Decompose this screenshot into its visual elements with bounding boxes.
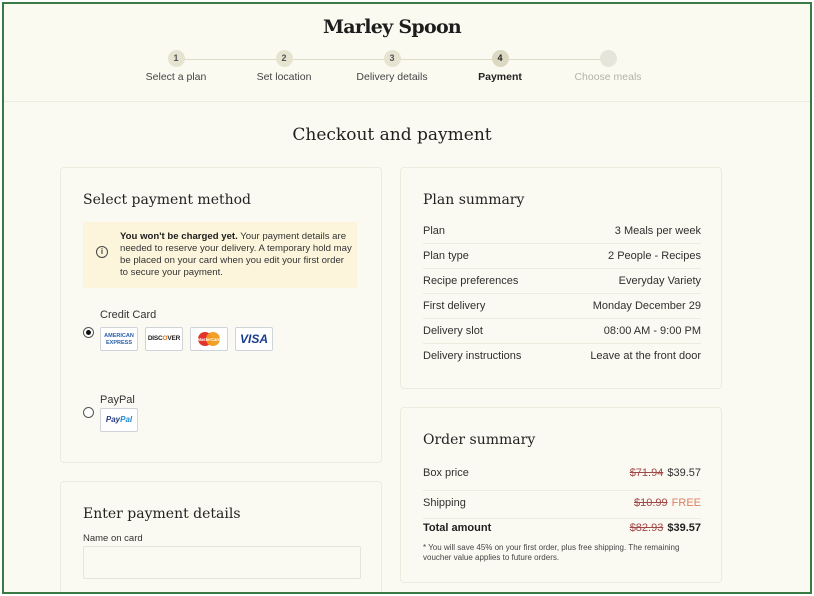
step-label: Set location bbox=[256, 71, 312, 83]
step-number: 3 bbox=[384, 50, 401, 67]
payment-details-card bbox=[60, 481, 382, 594]
total-original: $82.93 bbox=[629, 522, 664, 534]
plan-type-row: Plan type 2 People - Recipes bbox=[423, 244, 701, 269]
step-number: 4 bbox=[492, 50, 509, 67]
name-on-card-label: Name on card bbox=[83, 533, 143, 544]
step-number: 2 bbox=[276, 50, 293, 67]
order-summary-card bbox=[400, 407, 722, 583]
info-icon: i bbox=[96, 246, 108, 258]
brand-logo[interactable]: Marley Spoon bbox=[322, 16, 462, 38]
shipping-free: FREE bbox=[671, 497, 701, 509]
payment-details-title: Enter payment details bbox=[83, 506, 241, 522]
step-set-location[interactable] bbox=[229, 50, 339, 83]
payment-method-card bbox=[60, 167, 382, 463]
credit-card-radio[interactable] bbox=[83, 327, 94, 338]
savings-footnote: * You will save 45% on your first order, plus free shipping. The remaining voucher value applies to future orders. bbox=[423, 543, 680, 562]
visa-logo-icon: VISA bbox=[235, 327, 273, 351]
amex-logo-icon: AMERICAN EXPRESS bbox=[100, 327, 138, 351]
first-delivery-row: First delivery Monday December 29 bbox=[423, 294, 701, 319]
mastercard-logo-icon bbox=[190, 327, 228, 351]
credit-card-label[interactable]: Credit Card bbox=[100, 309, 157, 321]
svg-text:MasterCard: MasterCard bbox=[197, 337, 221, 342]
order-summary-title: Order summary bbox=[423, 432, 536, 448]
step-delivery-details[interactable] bbox=[337, 50, 447, 83]
step-label: Select a plan bbox=[145, 71, 207, 83]
discover-logo-icon: DISCOVER bbox=[145, 327, 183, 351]
step-label: Payment bbox=[478, 71, 522, 83]
delivery-slot-row: Delivery slot 08:00 AM - 9:00 PM bbox=[423, 319, 701, 344]
total-amount-row: Total amount $82.93 $39.57 bbox=[423, 522, 701, 534]
step-choose-meals bbox=[553, 50, 663, 83]
shipping-original: $10.99 bbox=[634, 497, 668, 509]
plan-row: Plan 3 Meals per week bbox=[423, 219, 701, 244]
checkout-header bbox=[4, 4, 810, 102]
paypal-label[interactable]: PayPal bbox=[100, 394, 135, 406]
delivery-instructions-row: Delivery instructions Leave at the front door bbox=[423, 350, 701, 362]
shipping-row: Shipping $10.99 FREE bbox=[423, 491, 701, 519]
plan-summary-card bbox=[400, 167, 722, 389]
step-label: Choose meals bbox=[574, 71, 642, 83]
notice-text: You won't be charged yet. Your payment details are needed to reserve your delivery. A temporary hold may be placed on your card when you edit your first order to secure your payment. bbox=[120, 231, 352, 278]
name-on-card-input[interactable] bbox=[83, 546, 361, 579]
paypal-logo-icon: PayPal bbox=[100, 408, 138, 432]
box-price-original: $71.94 bbox=[629, 467, 664, 479]
step-payment bbox=[445, 50, 555, 83]
step-label: Delivery details bbox=[356, 71, 428, 83]
plan-summary-title: Plan summary bbox=[423, 192, 525, 208]
payment-method-title: Select payment method bbox=[83, 192, 252, 208]
page-title: Checkout and payment bbox=[292, 125, 492, 145]
box-price-discounted: $39.57 bbox=[667, 467, 701, 479]
recipe-preferences-row: Recipe preferences Everyday Variety bbox=[423, 269, 701, 294]
step-dot bbox=[600, 50, 617, 67]
total-discounted: $39.57 bbox=[667, 522, 701, 534]
step-select-plan[interactable] bbox=[121, 50, 231, 83]
box-price-row: Box price $71.94 $39.57 bbox=[423, 461, 701, 491]
app-window bbox=[2, 2, 812, 594]
charge-notice bbox=[83, 222, 357, 288]
step-number: 1 bbox=[168, 50, 185, 67]
paypal-radio[interactable] bbox=[83, 407, 94, 418]
